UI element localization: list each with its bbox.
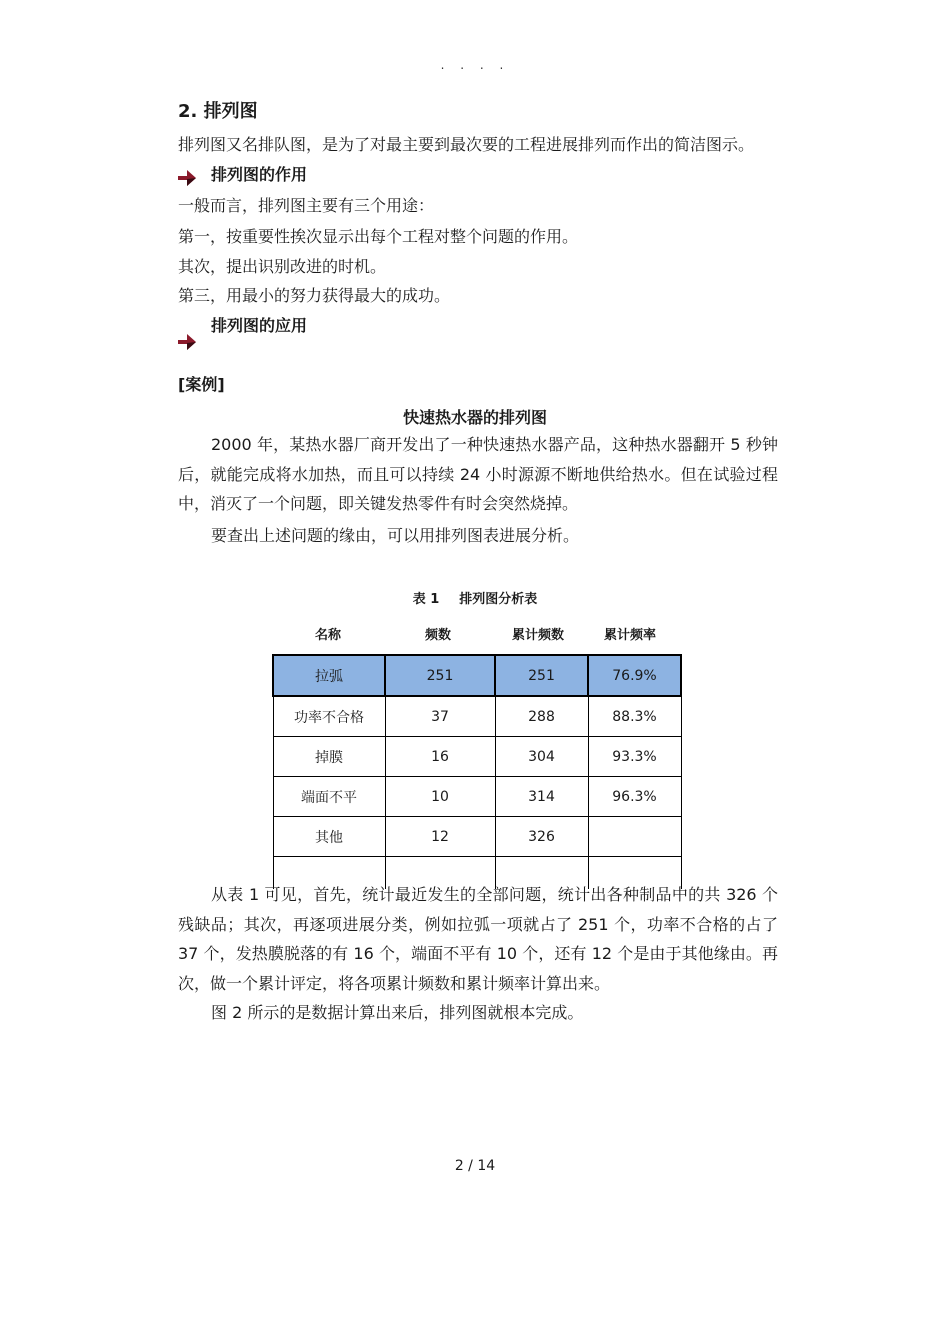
red-arrow-bullet-icon: [178, 170, 196, 186]
table-cell: 10: [385, 777, 495, 817]
table-cell: [588, 817, 681, 857]
table-header-cumulative-frequency: 累计频数: [511, 628, 564, 643]
table-cell: 288: [495, 696, 588, 737]
table-cell: 93.3%: [588, 737, 681, 777]
table-cell: 端面不平: [273, 777, 385, 817]
table-cell: 掉膜: [273, 737, 385, 777]
table-cell: 功率不合格: [273, 696, 385, 737]
table-row: [273, 696, 681, 737]
case-paragraph-2: 要查出上述问题的缘由，可以用排列图表进展分析。: [211, 526, 580, 545]
intro-text: 排列图又名排队图，是为了对最主要到最次要的工程进展排列而作出的简洁图示。: [178, 135, 755, 154]
section-title: 2. 排列图: [178, 101, 258, 122]
table-cell: 37: [385, 696, 495, 737]
case-paragraph-1: 2000 年，某热水器厂商开发出了一种快速热水器产品，这种热水器翻开 5 秒钟后，就能完成将水加热，而且可以持续 24 小时源源不断地供给热水。但在试验过程中，消灭了一个问题，即关键发热零件有时会突然烧掉。: [178, 435, 778, 513]
table-row: [273, 777, 681, 817]
table-cell: 88.3%: [588, 696, 681, 737]
heading-role: 排列图的作用: [211, 165, 308, 184]
table-cell: 304: [495, 737, 588, 777]
pareto-analysis-table: [272, 654, 682, 889]
table-header-frequency: 频数: [424, 628, 451, 643]
table-cell: 12: [385, 817, 495, 857]
page-number: 2 / 14: [454, 1158, 496, 1174]
analysis-paragraph-1: 从表 1 可见，首先，统计最近发生的全部问题，统计出各种制品中的共 326 个残缺品；其次，再逐项进展分类，例如拉弧一项就占了 251 个，功率不合格的占了 37 个，发热膜脱落的有 16 个，端面不平有 10 个，还有 12 个是由于其他缘由。再次，做一个累计评定，将各项累计频数和累计频率计算出来。: [178, 885, 778, 993]
table-cell: 96.3%: [588, 777, 681, 817]
table-header-cumulative-rate: 累计频率: [603, 628, 656, 643]
table-cell: 251: [385, 655, 495, 696]
case-title: 快速热水器的排列图: [402, 408, 547, 427]
header-dots: . . . .: [440, 58, 510, 72]
table-cell: 16: [385, 737, 495, 777]
table-header-name: 名称: [314, 628, 341, 643]
table-caption-title: 排列图分析表: [459, 592, 538, 607]
role-item-2: 其次，提出识别改进的时机。: [178, 257, 387, 276]
table-cell: 326: [495, 817, 588, 857]
table-cell: 251: [495, 655, 588, 696]
table-caption: [0, 588, 950, 607]
red-arrow-bullet-icon: [178, 334, 196, 350]
table-row: [273, 817, 681, 857]
role-lead: 一般而言，排列图主要有三个用途：: [178, 196, 435, 215]
analysis-paragraph-2: 图 2 所示的是数据计算出来后，排列图就根本完成。: [211, 1003, 584, 1022]
table-cell: 拉弧: [273, 655, 385, 696]
table-caption-number: 表 1: [412, 592, 440, 607]
table-row: [273, 737, 681, 777]
table-cell: 76.9%: [588, 655, 681, 696]
table-cell: 314: [495, 777, 588, 817]
role-item-3: 第三，用最小的努力获得最大的成功。: [178, 286, 451, 305]
role-item-1: 第一，按重要性挨次显示出每个工程对整个问题的作用。: [178, 227, 579, 246]
case-label: [案例]: [178, 375, 225, 394]
heading-application: 排列图的应用: [211, 316, 308, 335]
table-row: [273, 655, 681, 696]
table-cell: 其他: [273, 817, 385, 857]
